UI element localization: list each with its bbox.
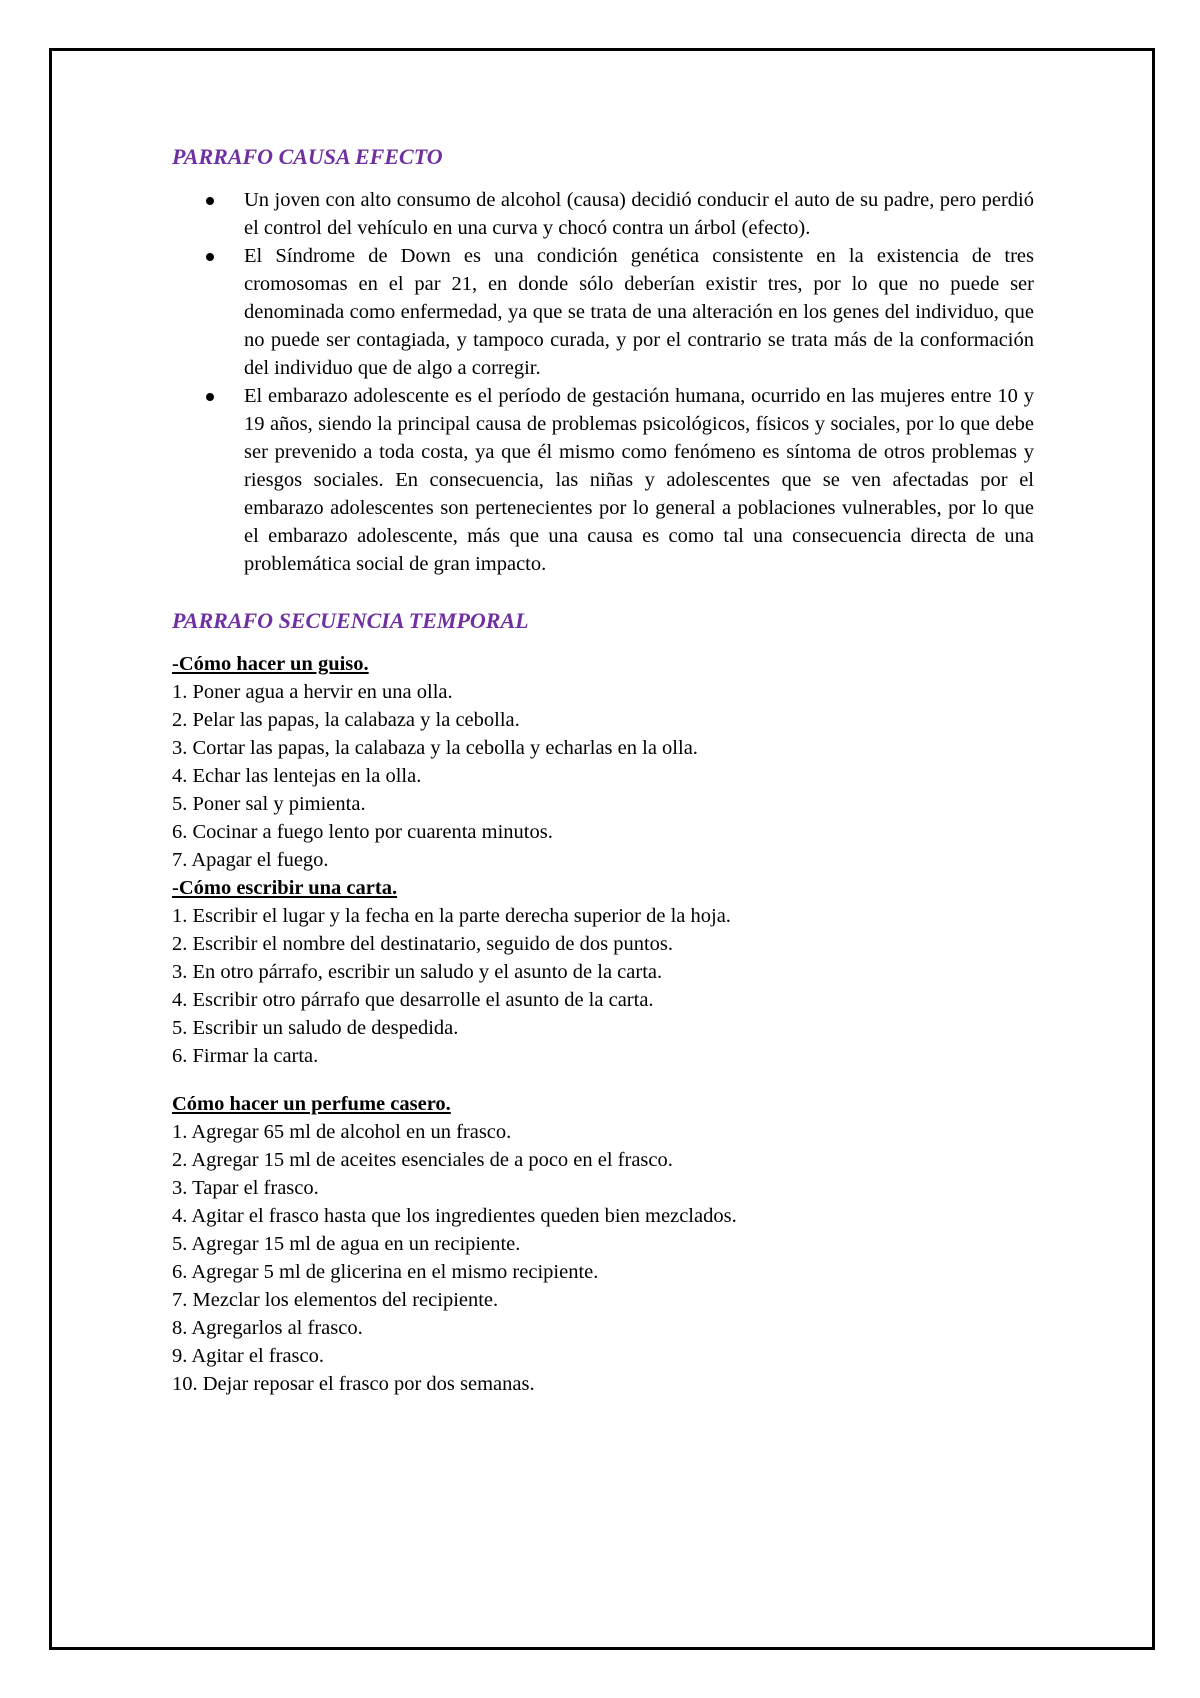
guiso-step: 5. Poner sal y pimienta. (172, 793, 366, 815)
list-item (172, 242, 1034, 382)
document-body (172, 142, 1034, 1398)
guiso-section (172, 650, 1034, 874)
guiso-step: 7. Apagar el fuego. (172, 849, 329, 871)
spacer (172, 1070, 1034, 1090)
guiso-step: 3. Cortar las papas, la calabaza y la cebolla y echarlas en la olla. (172, 737, 698, 759)
carta-step: 2. Escribir el nombre del destinatario, seguido de dos puntos. (172, 933, 674, 955)
perfume-section (172, 1090, 1034, 1398)
bullet-icon (206, 393, 214, 401)
perfume-step: 5. Agregar 15 ml de agua en un recipiente. (172, 1233, 521, 1255)
perfume-step: 10. Dejar reposar el frasco por dos semanas. (172, 1373, 535, 1395)
heading-secuencia-temporal: PARRAFO SECUENCIA TEMPORAL (172, 608, 529, 633)
bullet-icon (206, 253, 214, 261)
carta-section (172, 874, 1034, 1070)
guiso-step: 6. Cocinar a fuego lento por cuarenta minutos. (172, 821, 553, 843)
perfume-step: 3. Tapar el frasco. (172, 1177, 319, 1199)
heading-causa-efecto: PARRAFO CAUSA EFECTO (172, 144, 443, 169)
carta-step: 4. Escribir otro párrafo que desarrolle el asunto de la carta. (172, 989, 654, 1011)
guiso-step: 4. Echar las lentejas en la olla. (172, 765, 422, 787)
perfume-step: 2. Agregar 15 ml de aceites esenciales de a poco en el frasco. (172, 1149, 673, 1171)
perfume-step: 4. Agitar el frasco hasta que los ingredientes queden bien mezclados. (172, 1205, 737, 1227)
perfume-step: 8. Agregarlos al frasco. (172, 1317, 363, 1339)
list-item-text: Un joven con alto consumo de alcohol (causa) decidió conducir el auto de su padre, pero perdió el control del vehículo en una curva y chocó contra un árbol (efecto). (244, 189, 1034, 239)
carta-title: -Cómo escribir una carta. (172, 877, 398, 899)
perfume-step: 7. Mezclar los elementos del recipiente. (172, 1289, 499, 1311)
carta-step: 3. En otro párrafo, escribir un saludo y el asunto de la carta. (172, 961, 663, 983)
perfume-title: Cómo hacer un perfume casero. (172, 1093, 451, 1115)
guiso-title: -Cómo hacer un guiso. (172, 653, 369, 675)
list-item (172, 186, 1034, 242)
perfume-step: 6. Agregar 5 ml de glicerina en el mismo recipiente. (172, 1261, 599, 1283)
perfume-step: 9. Agitar el frasco. (172, 1345, 324, 1367)
carta-step: 1. Escribir el lugar y la fecha en la parte derecha superior de la hoja. (172, 905, 731, 927)
list-item-text: El embarazo adolescente es el período de gestación humana, ocurrido en las mujeres entre 10 y 19 años, siendo la principal causa de problemas psicológicos, físicos y sociales, por lo que debe ser prevenido a toda costa, ya que él mismo como fenómeno es síntoma de otros problemas y riesgos sociales. En consecuencia, las niñas y adolescentes que se ven afectadas por el embarazo adolescentes son pertenecientes por lo general a poblaciones vulnerables, por lo que el embarazo adolescente, más que una causa es como tal una consecuencia directa de una problemática social de gran impacto. (244, 385, 1034, 575)
causa-efecto-list (172, 186, 1034, 578)
list-item (172, 382, 1034, 578)
carta-step: 5. Escribir un saludo de despedida. (172, 1017, 459, 1039)
guiso-step: 1. Poner agua a hervir en una olla. (172, 681, 453, 703)
guiso-step: 2. Pelar las papas, la calabaza y la cebolla. (172, 709, 520, 731)
list-item-text: El Síndrome de Down es una condición genética consistente en la existencia de tres cromosomas en el par 21, en donde sólo deberían existir tres, por lo que no puede ser denominada como enfermedad, ya que se trata de una alteración en los genes del individuo, que no puede ser contagiada, y tampoco curada, y por el contrario se trata más de la conformación del individuo que de algo a corregir. (244, 245, 1034, 379)
carta-step: 6. Firmar la carta. (172, 1045, 319, 1067)
bullet-icon (206, 197, 214, 205)
perfume-step: 1. Agregar 65 ml de alcohol en un frasco. (172, 1121, 512, 1143)
